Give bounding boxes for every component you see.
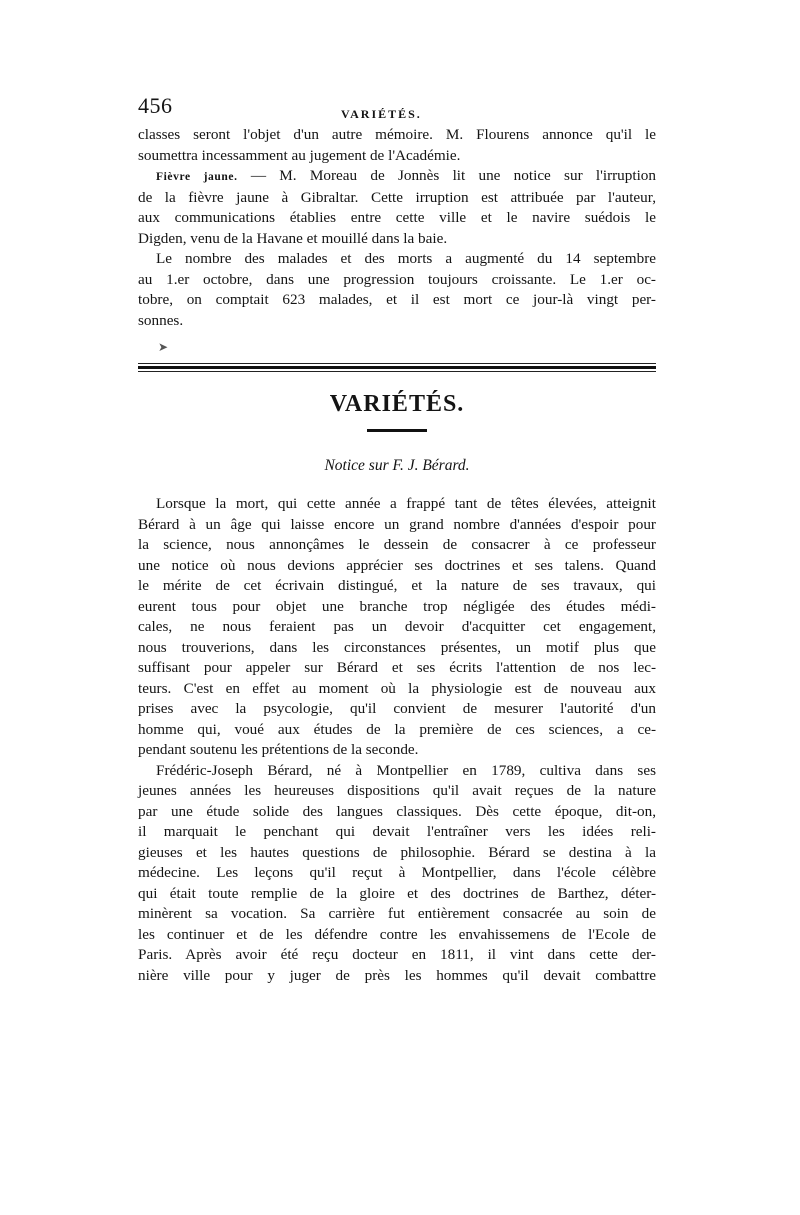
text-line: de la fièvre jaune à Gibraltar. Cette irruption est attribuée par l'auteur, bbox=[138, 188, 656, 206]
text-line: Frédéric-Joseph Bérard, né à Montpellier en 1789, cultiva dans ses bbox=[156, 761, 656, 779]
text-line: minèrent sa vocation. Sa carrière fut entièrement consacrée au soin de bbox=[138, 905, 656, 922]
text-line: par une étude solide des langues classiques. Dès cette époque, dit-on, bbox=[138, 802, 656, 820]
document-page bbox=[138, 93, 656, 986]
text-line: les continuer et de les défendre contre les envahissemens de l'Ecole de bbox=[138, 925, 656, 943]
text-line: soumettra incessamment au jugement de l'Académie. bbox=[138, 146, 461, 164]
text-line: homme qui, voué aux études de la première de ces sciences, a ce- bbox=[138, 720, 656, 738]
divider-rule-thin bbox=[138, 363, 656, 364]
page-number: 456 bbox=[138, 93, 173, 118]
divider-rule-thin bbox=[138, 371, 656, 372]
notice-title: Notice sur F. J. Bérard. bbox=[324, 456, 470, 474]
text-run: — M. Moreau de Jonnès lit une notice sur l'irruption bbox=[237, 167, 656, 184]
text-line: la science, nous annonçâmes le dessein de consacrer à ce professeur bbox=[138, 536, 656, 553]
text-line: nous trouverions, dans les circonstances présentes, un motif plus que bbox=[138, 638, 656, 656]
text-line: Bérard à un âge qui laisse encore un grand nombre d'années d'espoir pour bbox=[138, 515, 656, 533]
text-line: au 1.er octobre, dans une progression toujours croissante. Le 1.er oc- bbox=[138, 270, 656, 288]
text-line: cales, ne nous feraient pas un devoir d'acquitter cet engagement, bbox=[138, 618, 656, 635]
text-line: gieuses et les hautes questions de philosophie. Bérard se destina à la bbox=[138, 843, 656, 861]
fievre-jaune-label: Fièvre jaune. bbox=[156, 171, 238, 183]
text-line: Le nombre des malades et des morts a augmenté du 14 septembre bbox=[156, 250, 656, 267]
section-divider bbox=[138, 363, 656, 372]
text-line: suffisant pour appeler sur Bérard et ses écrits l'attention de nos lec- bbox=[138, 659, 656, 676]
notice-body bbox=[138, 494, 656, 986]
text-line: Digden, venu de la Havane et mouillé dans la baie. bbox=[138, 229, 448, 247]
divider-rule-thick bbox=[138, 366, 656, 369]
academy-report-continuation bbox=[138, 125, 656, 331]
text-line: classes seront l'objet d'un autre mémoire. M. Flourens annonce qu'il le bbox=[138, 126, 656, 143]
text-line: nière ville pour y juger de près les hommes qu'il devait combattre bbox=[138, 966, 656, 984]
printer-mark bbox=[138, 331, 656, 359]
text-line: pendant soutenu les prétentions de la seconde. bbox=[138, 741, 419, 758]
text-line: une notice où nous devions apprécier ses doctrines et ses talens. Quand bbox=[138, 556, 656, 574]
fievre-jaune-heading-line bbox=[138, 166, 656, 188]
text-line: teurs. C'est en effet au moment où la physiologie est de nouveau aux bbox=[138, 679, 656, 697]
running-head: VARIÉTÉS. bbox=[341, 107, 422, 121]
text-line: sonnes. bbox=[138, 311, 184, 329]
section-title: VARIÉTÉS. bbox=[329, 391, 465, 417]
text-line: qui était toute remplie de la gloire et des doctrines de Barthez, déter- bbox=[138, 884, 656, 902]
text-line: le mérite de cet écrivain distingué, et la nature de ses travaux, qui bbox=[138, 577, 656, 594]
text-line: Paris. Après avoir été reçu docteur en 1811, il vint dans cette der- bbox=[138, 946, 656, 963]
text-line: prises avec la psycologie, qu'il convient de mesurer l'autorité d'un bbox=[138, 700, 656, 717]
title-underline-rule bbox=[367, 429, 427, 432]
text-line: médecine. Les leçons qu'il reçut à Montpellier, dans l'école célèbre bbox=[138, 864, 656, 881]
page-header bbox=[138, 93, 656, 122]
text-line: il marquait le penchant qui devait l'entraîner vers les idées reli- bbox=[138, 823, 656, 840]
text-line: aux communications établies entre cette ville et le navire suédois le bbox=[138, 209, 656, 226]
ornament-glyph: ➤ bbox=[158, 340, 169, 354]
text-line: tobre, on comptait 623 malades, et il est mort ce jour-là vingt per- bbox=[138, 291, 656, 308]
text-line: Lorsque la mort, qui cette année a frappé tant de têtes élevées, atteignit bbox=[156, 495, 656, 512]
text-line: eurent tous pour objet une branche trop négligée des études médi- bbox=[138, 597, 656, 615]
text-line: jeunes années les heureuses dispositions qu'il avait reçues de la nature bbox=[138, 782, 656, 799]
